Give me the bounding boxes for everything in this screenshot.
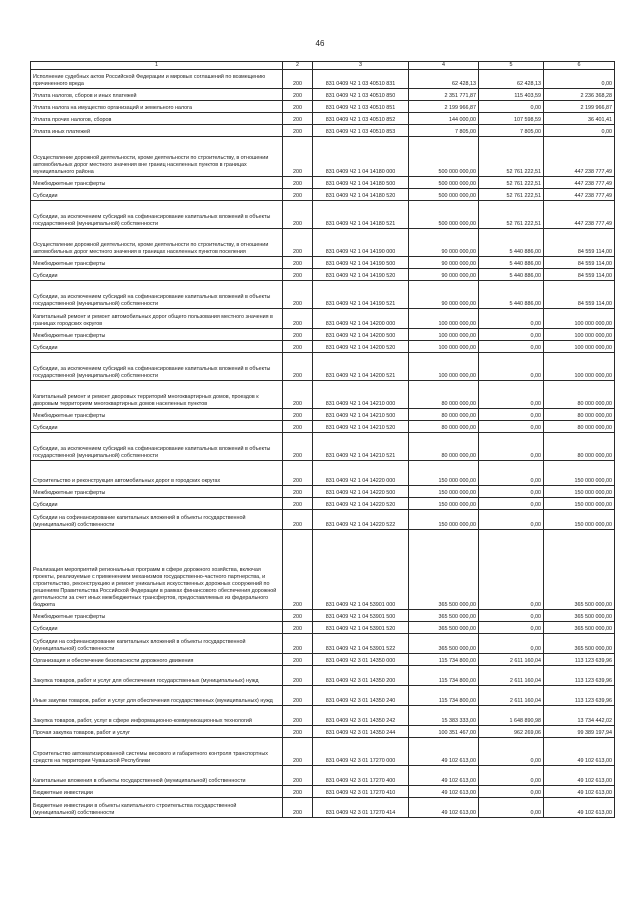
table-body <box>31 70 615 818</box>
row-exec-cell: 7 805,00 <box>479 125 544 137</box>
row-exec-cell: 0,00 <box>479 766 544 786</box>
table-row <box>31 433 615 461</box>
row-plan-cell: 150 000 000,00 <box>409 486 479 498</box>
table-row <box>31 201 615 229</box>
row-grbs-cell: 200 <box>283 421 313 433</box>
row-plan-cell: 115 734 800,00 <box>409 666 479 686</box>
table-row <box>31 486 615 498</box>
row-plan-cell: 500 000 000,00 <box>409 201 479 229</box>
row-rest-cell: 49 102 613,00 <box>544 738 615 766</box>
row-rest-cell: 447 238 777,49 <box>544 137 615 177</box>
table-row <box>31 498 615 510</box>
header-cell: 5 <box>479 62 544 70</box>
row-rest-cell: 0,00 <box>544 70 615 89</box>
table-row <box>31 421 615 433</box>
row-plan-cell: 2 199 966,87 <box>409 101 479 113</box>
row-exec-cell: 0,00 <box>479 786 544 798</box>
row-grbs-cell: 200 <box>283 177 313 189</box>
row-exec-cell: 52 761 222,51 <box>479 177 544 189</box>
row-name-cell: Субсидии <box>31 498 283 510</box>
row-plan-cell: 90 000 000,00 <box>409 257 479 269</box>
row-grbs-cell: 200 <box>283 486 313 498</box>
row-code-cell: 831 0409 Ч2 1 03 40510 850 <box>313 89 409 101</box>
row-rest-cell: 100 000 000,00 <box>544 353 615 381</box>
table-row <box>31 738 615 766</box>
row-exec-cell: 0,00 <box>479 610 544 622</box>
row-exec-cell: 52 761 222,51 <box>479 201 544 229</box>
row-plan-cell: 7 805,00 <box>409 125 479 137</box>
row-code-cell: 831 0409 Ч2 1 04 14220 000 <box>313 461 409 486</box>
row-name-cell: Субсидии на софинансирование капитальных вложений в объекты государственной (муниципальной) собственности <box>31 634 283 654</box>
row-plan-cell: 100 000 000,00 <box>409 309 479 329</box>
row-plan-cell: 49 102 613,00 <box>409 766 479 786</box>
row-grbs-cell: 200 <box>283 341 313 353</box>
row-grbs-cell: 200 <box>283 622 313 634</box>
row-exec-cell: 0,00 <box>479 101 544 113</box>
row-plan-cell: 80 000 000,00 <box>409 409 479 421</box>
row-rest-cell: 150 000 000,00 <box>544 461 615 486</box>
row-exec-cell: 52 761 222,51 <box>479 137 544 177</box>
table-row <box>31 461 615 486</box>
row-grbs-cell: 200 <box>283 498 313 510</box>
row-code-cell: 831 0409 Ч2 1 04 14220 522 <box>313 510 409 530</box>
row-grbs-cell: 200 <box>283 229 313 257</box>
table-row <box>31 622 615 634</box>
row-grbs-cell: 200 <box>283 113 313 125</box>
row-name-cell: Субсидии <box>31 421 283 433</box>
row-exec-cell: 115 403,59 <box>479 89 544 101</box>
row-grbs-cell: 200 <box>283 530 313 610</box>
row-grbs-cell: 200 <box>283 269 313 281</box>
table-row <box>31 706 615 726</box>
row-code-cell: 831 0409 Ч2 1 04 14210 520 <box>313 421 409 433</box>
row-grbs-cell: 200 <box>283 738 313 766</box>
row-rest-cell: 49 102 613,00 <box>544 786 615 798</box>
row-exec-cell: 0,00 <box>479 409 544 421</box>
table-row <box>31 101 615 113</box>
row-grbs-cell: 200 <box>283 125 313 137</box>
table-row <box>31 510 615 530</box>
row-code-cell: 831 0409 Ч2 3 01 14350 240 <box>313 686 409 706</box>
table-row <box>31 281 615 309</box>
row-code-cell: 831 0409 Ч2 1 04 14180 521 <box>313 201 409 229</box>
row-name-cell: Уплата налога на имущество организаций и земельного налога <box>31 101 283 113</box>
row-grbs-cell: 200 <box>283 706 313 726</box>
row-rest-cell: 365 500 000,00 <box>544 530 615 610</box>
table-row <box>31 666 615 686</box>
row-code-cell: 831 0409 Ч2 1 04 53901 520 <box>313 622 409 634</box>
row-code-cell: 831 0409 Ч2 1 04 14220 520 <box>313 498 409 510</box>
row-code-cell: 831 0409 Ч2 1 03 40510 852 <box>313 113 409 125</box>
row-name-cell: Субсидии <box>31 622 283 634</box>
row-plan-cell: 150 000 000,00 <box>409 498 479 510</box>
row-plan-cell: 62 428,13 <box>409 70 479 89</box>
budget-table <box>30 61 615 818</box>
row-exec-cell: 0,00 <box>479 309 544 329</box>
row-exec-cell: 0,00 <box>479 530 544 610</box>
table-row <box>31 70 615 89</box>
row-name-cell: Межбюджетные трансферты <box>31 409 283 421</box>
row-grbs-cell: 200 <box>283 381 313 409</box>
row-name-cell: Уплата иных платежей <box>31 125 283 137</box>
row-code-cell: 831 0409 Ч2 1 04 14180 500 <box>313 177 409 189</box>
row-rest-cell: 150 000 000,00 <box>544 486 615 498</box>
row-name-cell: Межбюджетные трансферты <box>31 610 283 622</box>
table-row <box>31 686 615 706</box>
row-name-cell: Субсидии <box>31 189 283 201</box>
table-row <box>31 309 615 329</box>
row-grbs-cell: 200 <box>283 433 313 461</box>
row-name-cell: Прочая закупка товаров, работ и услуг <box>31 726 283 738</box>
row-plan-cell: 365 500 000,00 <box>409 622 479 634</box>
table-row <box>31 229 615 257</box>
row-rest-cell: 113 123 639,96 <box>544 666 615 686</box>
row-name-cell: Капитальные вложения в объекты государственной (муниципальной) собственности <box>31 766 283 786</box>
row-grbs-cell: 200 <box>283 189 313 201</box>
row-exec-cell: 0,00 <box>479 433 544 461</box>
row-exec-cell: 962 269,06 <box>479 726 544 738</box>
row-rest-cell: 36 401,41 <box>544 113 615 125</box>
row-grbs-cell: 200 <box>283 409 313 421</box>
table-row <box>31 409 615 421</box>
row-plan-cell: 49 102 613,00 <box>409 738 479 766</box>
row-exec-cell: 0,00 <box>479 634 544 654</box>
row-grbs-cell: 200 <box>283 353 313 381</box>
row-name-cell: Субсидии <box>31 269 283 281</box>
row-name-cell: Капитальный ремонт и ремонт дворовых территорий многоквартирных домов, проездов к дворовым территориям многоквартирных домов населенных пунктов <box>31 381 283 409</box>
row-grbs-cell: 200 <box>283 309 313 329</box>
header-cell: 3 <box>313 62 409 70</box>
row-plan-cell: 100 000 000,00 <box>409 353 479 381</box>
row-rest-cell: 80 000 000,00 <box>544 421 615 433</box>
row-rest-cell: 84 559 114,00 <box>544 281 615 309</box>
row-rest-cell: 150 000 000,00 <box>544 510 615 530</box>
row-exec-cell: 0,00 <box>479 421 544 433</box>
row-name-cell: Иные закупки товаров, работ и услуг для обеспечения государственных (муниципальных) нужд <box>31 686 283 706</box>
row-name-cell: Бюджетные инвестиции в объекты капитального строительства государственной (муниципальной) собственности <box>31 798 283 818</box>
row-code-cell: 831 0409 Ч2 1 03 40510 851 <box>313 101 409 113</box>
row-plan-cell: 150 000 000,00 <box>409 510 479 530</box>
row-rest-cell: 84 559 114,00 <box>544 269 615 281</box>
row-plan-cell: 500 000 000,00 <box>409 177 479 189</box>
row-exec-cell: 5 440 886,00 <box>479 229 544 257</box>
table-row <box>31 89 615 101</box>
table-row <box>31 726 615 738</box>
row-rest-cell: 100 000 000,00 <box>544 329 615 341</box>
row-exec-cell: 2 611 160,04 <box>479 686 544 706</box>
row-name-cell: Уплата налогов, сборов и иных платежей <box>31 89 283 101</box>
row-grbs-cell: 200 <box>283 786 313 798</box>
row-rest-cell: 0,00 <box>544 125 615 137</box>
row-rest-cell: 2 199 966,87 <box>544 101 615 113</box>
row-rest-cell: 49 102 613,00 <box>544 766 615 786</box>
row-name-cell: Капитальный ремонт и ремонт автомобильных дорог общего пользования местного значения в границах городских округов <box>31 309 283 329</box>
row-code-cell: 831 0409 Ч2 3 01 14350 244 <box>313 726 409 738</box>
row-code-cell: 831 0409 Ч2 1 03 40510 831 <box>313 70 409 89</box>
row-code-cell: 831 0409 Ч2 1 04 14210 000 <box>313 381 409 409</box>
row-plan-cell: 90 000 000,00 <box>409 229 479 257</box>
row-name-cell: Субсидии, за исключением субсидий на софинансирование капитальных вложений в объекты государственной (муниципальной) собственности <box>31 353 283 381</box>
row-code-cell: 831 0409 Ч2 3 01 17270 410 <box>313 786 409 798</box>
row-code-cell: 831 0409 Ч2 1 03 40510 853 <box>313 125 409 137</box>
row-name-cell: Межбюджетные трансферты <box>31 257 283 269</box>
row-plan-cell: 144 000,00 <box>409 113 479 125</box>
row-name-cell: Субсидии, за исключением субсидий на софинансирование капитальных вложений в объекты государственной (муниципальной) собственности <box>31 433 283 461</box>
row-plan-cell: 2 351 771,87 <box>409 89 479 101</box>
row-name-cell: Уплата прочих налогов, сборов <box>31 113 283 125</box>
header-cell: 2 <box>283 62 313 70</box>
row-plan-cell: 115 734 800,00 <box>409 686 479 706</box>
row-exec-cell: 0,00 <box>479 798 544 818</box>
row-grbs-cell: 200 <box>283 798 313 818</box>
row-code-cell: 831 0409 Ч2 1 04 53901 500 <box>313 610 409 622</box>
row-rest-cell: 447 238 777,49 <box>544 177 615 189</box>
header-cell: 1 <box>31 62 283 70</box>
row-grbs-cell: 200 <box>283 281 313 309</box>
row-rest-cell: 447 238 777,49 <box>544 201 615 229</box>
row-plan-cell: 100 000 000,00 <box>409 341 479 353</box>
row-code-cell: 831 0409 Ч2 1 04 14190 520 <box>313 269 409 281</box>
row-code-cell: 831 0409 Ч2 3 01 14350 242 <box>313 706 409 726</box>
row-name-cell: Субсидии, за исключением субсидий на софинансирование капитальных вложений в объекты государственной (муниципальной) собственности <box>31 201 283 229</box>
row-exec-cell: 0,00 <box>479 341 544 353</box>
row-rest-cell: 113 123 639,96 <box>544 654 615 666</box>
table-row <box>31 353 615 381</box>
row-name-cell: Межбюджетные трансферты <box>31 329 283 341</box>
table-row <box>31 786 615 798</box>
row-rest-cell: 84 559 114,00 <box>544 257 615 269</box>
row-exec-cell: 107 598,59 <box>479 113 544 125</box>
row-name-cell: Осуществление дорожной деятельности, кроме деятельности по строительству, в отношении автомобильных дорог местного значения вне границ населенных пунктов в границах муниципального района <box>31 137 283 177</box>
row-grbs-cell: 200 <box>283 101 313 113</box>
row-rest-cell: 80 000 000,00 <box>544 381 615 409</box>
row-plan-cell: 49 102 613,00 <box>409 786 479 798</box>
row-plan-cell: 15 383 333,00 <box>409 706 479 726</box>
row-exec-cell: 62 428,13 <box>479 70 544 89</box>
row-exec-cell: 0,00 <box>479 738 544 766</box>
row-exec-cell: 0,00 <box>479 353 544 381</box>
row-exec-cell: 2 611 160,04 <box>479 654 544 666</box>
row-name-cell: Бюджетные инвестиции <box>31 786 283 798</box>
row-rest-cell: 365 500 000,00 <box>544 634 615 654</box>
row-plan-cell: 365 500 000,00 <box>409 634 479 654</box>
row-name-cell: Межбюджетные трансферты <box>31 486 283 498</box>
row-grbs-cell: 200 <box>283 329 313 341</box>
row-plan-cell: 100 351 467,00 <box>409 726 479 738</box>
row-grbs-cell: 200 <box>283 137 313 177</box>
row-name-cell: Реализация мероприятий региональных программ в сфере дорожного хозяйства, включая проекты, реализуемые с применением механизмов государственно-частного партнерства, и строительство, реконструкцию и ремонт уникальных искусственных дорожных сооружений по решениям Правительства Российской Федерации в рамках финансового обеспечения дорожной деятельности за счет иных межбюджетных трансфертов, предоставляемых из федерального бюджета <box>31 530 283 610</box>
row-code-cell: 831 0409 Ч2 3 01 14350 200 <box>313 666 409 686</box>
table-row <box>31 269 615 281</box>
row-code-cell: 831 0409 Ч2 1 04 53901 522 <box>313 634 409 654</box>
row-exec-cell: 5 440 886,00 <box>479 257 544 269</box>
row-rest-cell: 365 500 000,00 <box>544 610 615 622</box>
row-plan-cell: 150 000 000,00 <box>409 461 479 486</box>
table-row <box>31 341 615 353</box>
row-code-cell: 831 0409 Ч2 1 04 14200 521 <box>313 353 409 381</box>
table-row <box>31 113 615 125</box>
table-row <box>31 610 615 622</box>
row-exec-cell: 1 648 890,98 <box>479 706 544 726</box>
row-exec-cell: 0,00 <box>479 329 544 341</box>
row-rest-cell: 150 000 000,00 <box>544 498 615 510</box>
table-row <box>31 798 615 818</box>
row-code-cell: 831 0409 Ч2 1 04 14200 000 <box>313 309 409 329</box>
row-code-cell: 831 0409 Ч2 1 04 53901 000 <box>313 530 409 610</box>
row-exec-cell: 0,00 <box>479 381 544 409</box>
row-name-cell: Строительство и реконструкция автомобильных дорог в городских округах <box>31 461 283 486</box>
page-number: 46 <box>315 39 325 48</box>
row-exec-cell: 0,00 <box>479 510 544 530</box>
row-plan-cell: 90 000 000,00 <box>409 281 479 309</box>
row-name-cell: Строительство автоматизированной системы весового и габаритного контроля транспортных средств на территории Чувашской Республики <box>31 738 283 766</box>
row-plan-cell: 365 500 000,00 <box>409 530 479 610</box>
row-plan-cell: 100 000 000,00 <box>409 329 479 341</box>
row-code-cell: 831 0409 Ч2 3 01 14350 000 <box>313 654 409 666</box>
table-row <box>31 634 615 654</box>
row-code-cell: 831 0409 Ч2 1 04 14190 000 <box>313 229 409 257</box>
row-rest-cell: 447 238 777,49 <box>544 189 615 201</box>
row-grbs-cell: 200 <box>283 461 313 486</box>
row-code-cell: 831 0409 Ч2 1 04 14200 500 <box>313 329 409 341</box>
row-plan-cell: 115 734 800,00 <box>409 654 479 666</box>
row-grbs-cell: 200 <box>283 726 313 738</box>
row-name-cell: Исполнение судебных актов Российской Федерации и мировых соглашений по возмещению причиненного вреда <box>31 70 283 89</box>
row-code-cell: 831 0409 Ч2 1 04 14210 500 <box>313 409 409 421</box>
row-grbs-cell: 200 <box>283 70 313 89</box>
row-exec-cell: 5 440 886,00 <box>479 281 544 309</box>
row-plan-cell: 365 500 000,00 <box>409 610 479 622</box>
row-code-cell: 831 0409 Ч2 1 04 14190 521 <box>313 281 409 309</box>
row-exec-cell: 5 440 886,00 <box>479 269 544 281</box>
table-row <box>31 177 615 189</box>
row-grbs-cell: 200 <box>283 510 313 530</box>
row-grbs-cell: 200 <box>283 201 313 229</box>
row-grbs-cell: 200 <box>283 610 313 622</box>
row-name-cell: Субсидии <box>31 341 283 353</box>
row-plan-cell: 80 000 000,00 <box>409 381 479 409</box>
row-rest-cell: 13 734 442,02 <box>544 706 615 726</box>
row-name-cell: Осуществление дорожной деятельности, кроме деятельности по строительству, в отношении автомобильных дорог местного значения в границах населенных пунктов поселения <box>31 229 283 257</box>
row-exec-cell: 0,00 <box>479 486 544 498</box>
table-row <box>31 766 615 786</box>
row-rest-cell: 84 559 114,00 <box>544 229 615 257</box>
row-plan-cell: 80 000 000,00 <box>409 421 479 433</box>
row-code-cell: 831 0409 Ч2 3 01 17270 400 <box>313 766 409 786</box>
row-plan-cell: 80 000 000,00 <box>409 433 479 461</box>
header-row <box>31 62 615 70</box>
row-name-cell: Субсидии, за исключением субсидий на софинансирование капитальных вложений в объекты государственной (муниципальной) собственности <box>31 281 283 309</box>
row-code-cell: 831 0409 Ч2 1 04 14200 520 <box>313 341 409 353</box>
row-grbs-cell: 200 <box>283 654 313 666</box>
row-rest-cell: 80 000 000,00 <box>544 409 615 421</box>
table-row <box>31 125 615 137</box>
row-code-cell: 831 0409 Ч2 1 04 14210 521 <box>313 433 409 461</box>
row-grbs-cell: 200 <box>283 634 313 654</box>
row-plan-cell: 500 000 000,00 <box>409 137 479 177</box>
row-grbs-cell: 200 <box>283 257 313 269</box>
table-row <box>31 381 615 409</box>
header-cell: 6 <box>544 62 615 70</box>
row-name-cell: Субсидии на софинансирование капитальных вложений в объекты государственной (муниципальной) собственности <box>31 510 283 530</box>
row-rest-cell: 80 000 000,00 <box>544 433 615 461</box>
row-grbs-cell: 200 <box>283 89 313 101</box>
table-row <box>31 257 615 269</box>
row-rest-cell: 99 389 197,94 <box>544 726 615 738</box>
row-name-cell: Межбюджетные трансферты <box>31 177 283 189</box>
table-row <box>31 654 615 666</box>
row-code-cell: 831 0409 Ч2 1 04 14180 520 <box>313 189 409 201</box>
row-grbs-cell: 200 <box>283 666 313 686</box>
row-code-cell: 831 0409 Ч2 1 04 14180 000 <box>313 137 409 177</box>
row-code-cell: 831 0409 Ч2 3 01 17270 000 <box>313 738 409 766</box>
header-cell: 4 <box>409 62 479 70</box>
row-code-cell: 831 0409 Ч2 3 01 17270 414 <box>313 798 409 818</box>
table-row <box>31 189 615 201</box>
row-rest-cell: 100 000 000,00 <box>544 309 615 329</box>
row-rest-cell: 100 000 000,00 <box>544 341 615 353</box>
row-exec-cell: 2 611 160,04 <box>479 666 544 686</box>
row-code-cell: 831 0409 Ч2 1 04 14190 500 <box>313 257 409 269</box>
row-exec-cell: 0,00 <box>479 498 544 510</box>
row-name-cell: Организация и обеспечение безопасности дорожного движения <box>31 654 283 666</box>
row-rest-cell: 49 102 613,00 <box>544 798 615 818</box>
row-name-cell: Закупка товаров, работ и услуг для обеспечения государственных (муниципальных) нужд <box>31 666 283 686</box>
row-plan-cell: 500 000 000,00 <box>409 189 479 201</box>
row-grbs-cell: 200 <box>283 766 313 786</box>
row-exec-cell: 52 761 222,51 <box>479 189 544 201</box>
table-row <box>31 530 615 610</box>
row-exec-cell: 0,00 <box>479 622 544 634</box>
row-rest-cell: 113 123 639,96 <box>544 686 615 706</box>
row-grbs-cell: 200 <box>283 686 313 706</box>
row-rest-cell: 2 236 368,28 <box>544 89 615 101</box>
row-code-cell: 831 0409 Ч2 1 04 14220 500 <box>313 486 409 498</box>
row-exec-cell: 0,00 <box>479 461 544 486</box>
row-plan-cell: 49 102 613,00 <box>409 798 479 818</box>
table-row <box>31 329 615 341</box>
row-plan-cell: 90 000 000,00 <box>409 269 479 281</box>
table-row <box>31 137 615 177</box>
row-rest-cell: 365 500 000,00 <box>544 622 615 634</box>
row-name-cell: Закупка товаров, работ, услуг в сфере информационно-коммуникационных технологий <box>31 706 283 726</box>
